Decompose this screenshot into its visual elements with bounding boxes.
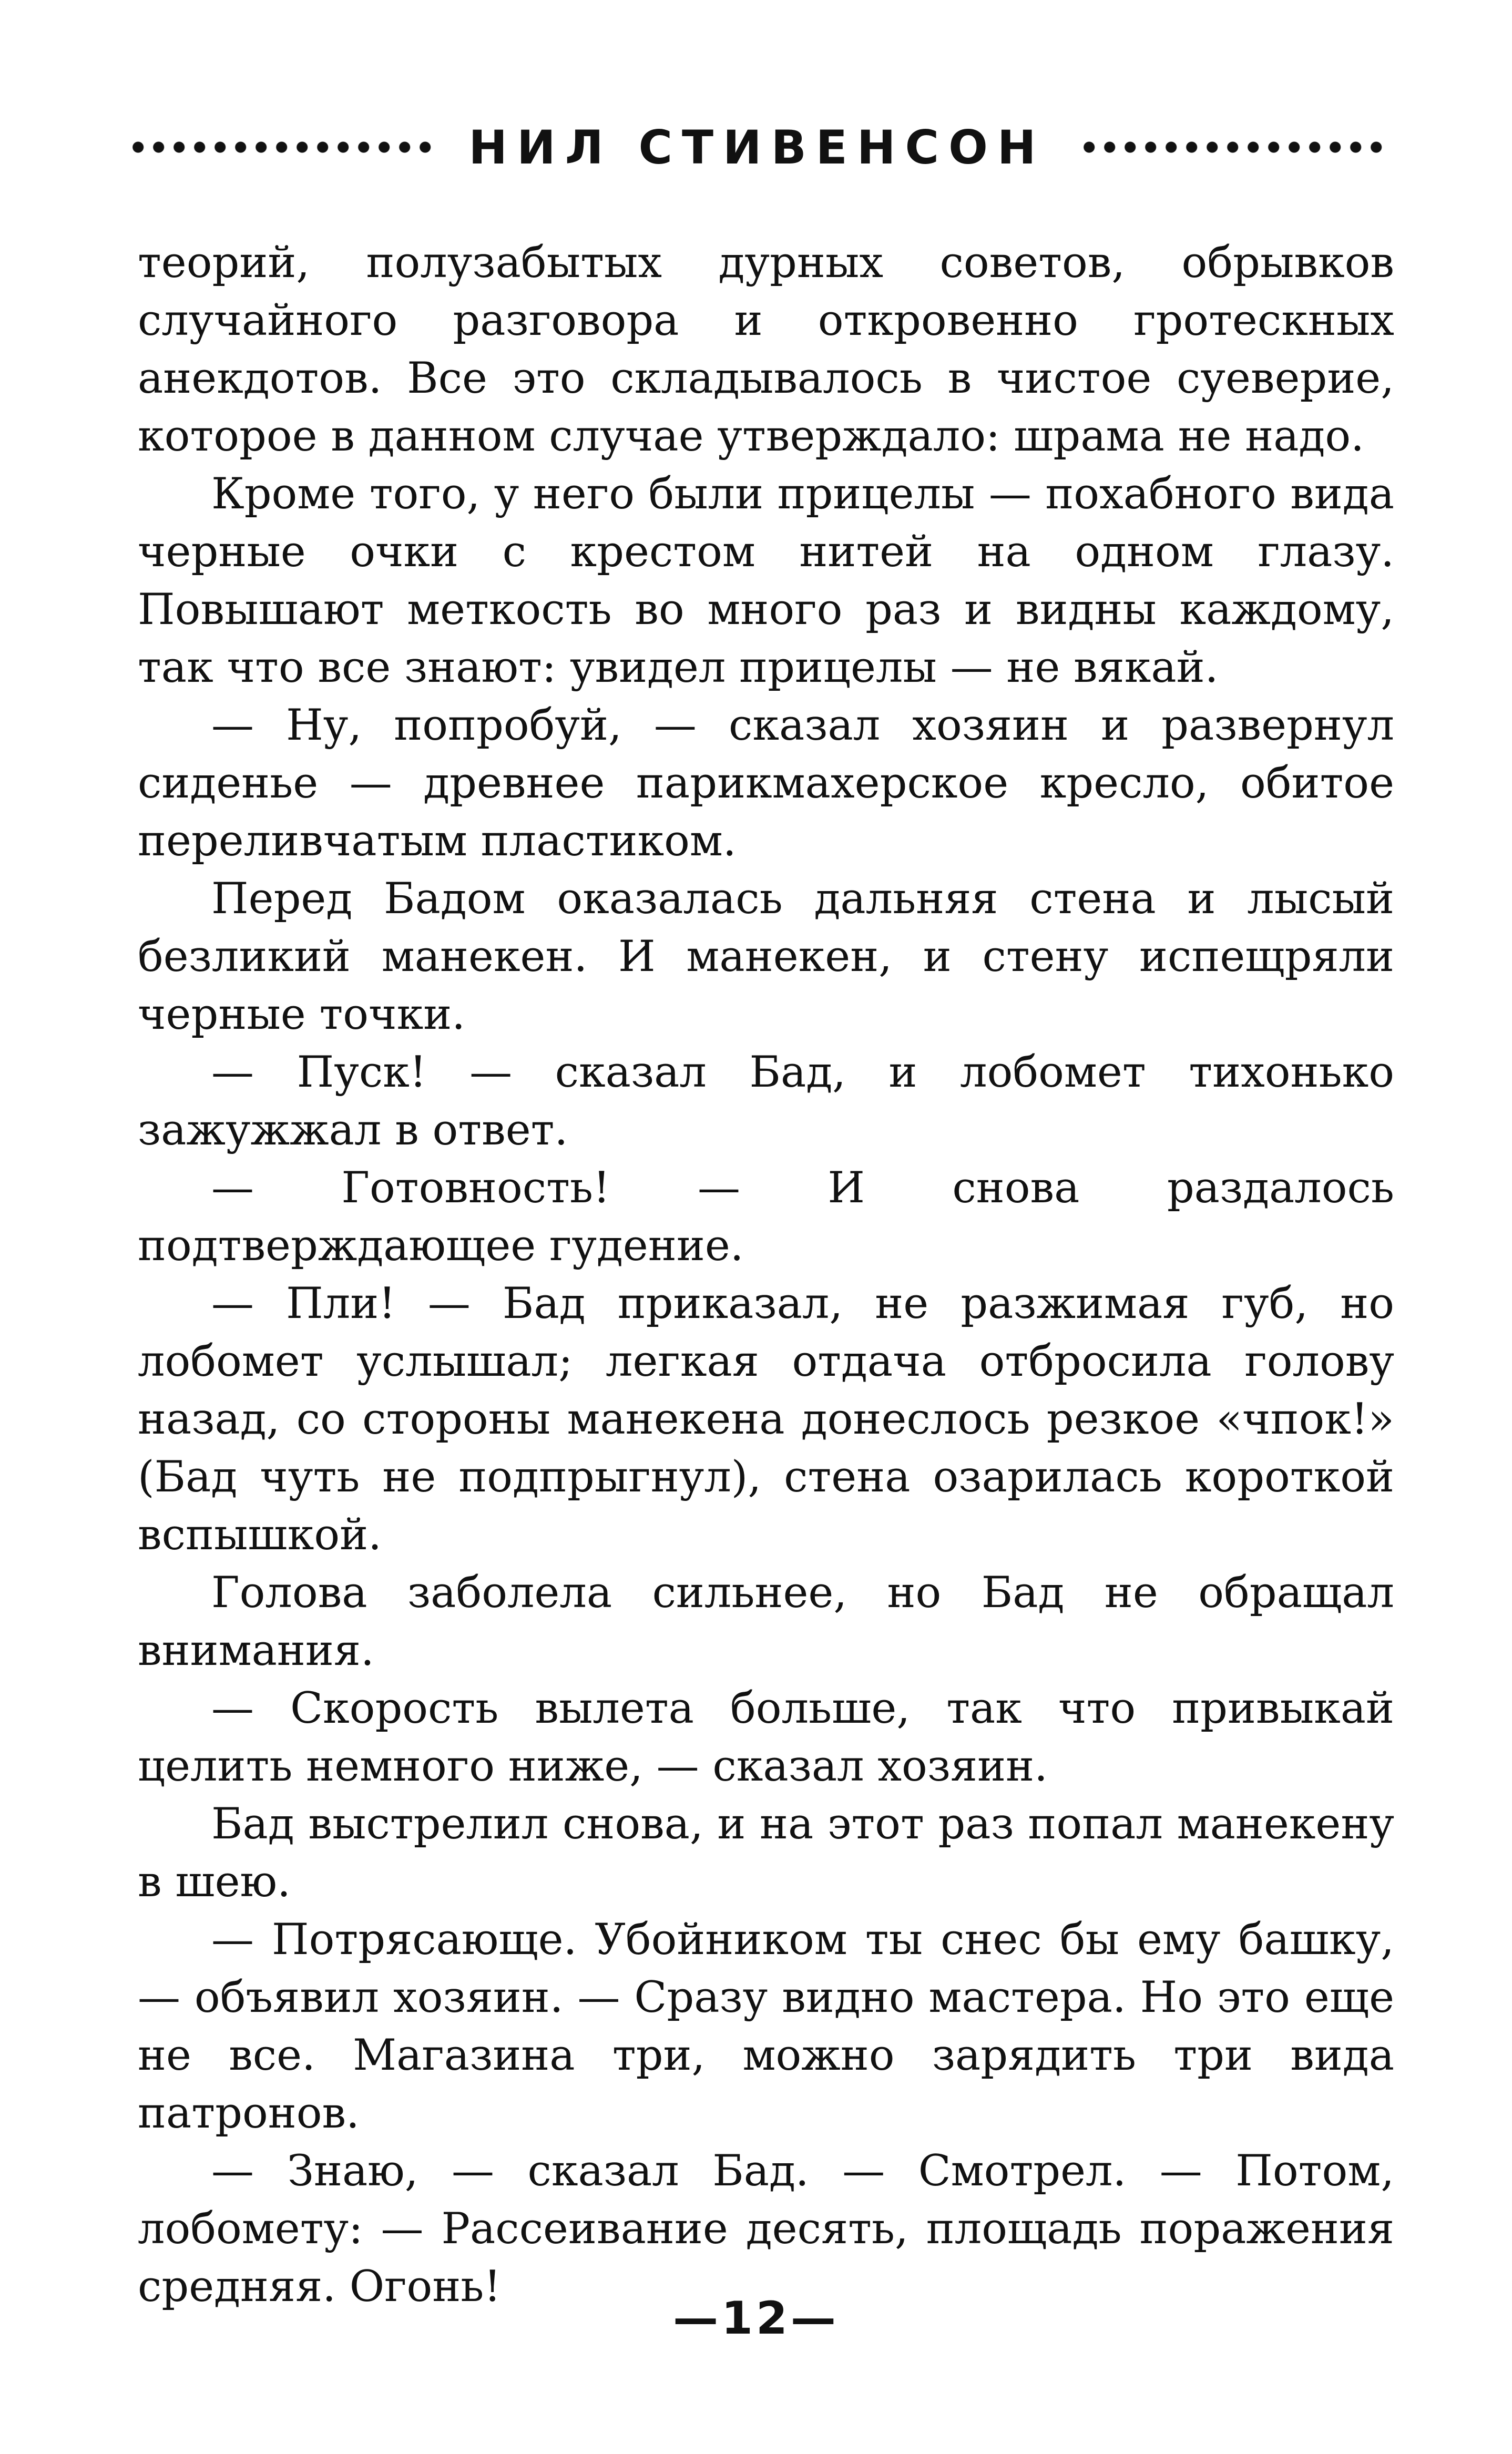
paragraph: — Пли! — Бад приказал, не разжимая губ, но лобомет услышал; легкая отдача отбросила голову назад, со стороны манекена донеслось резкое «чпок!» (Бад чуть не подпрыгнул), стена озарилась короткой вспышкой. (138, 1279, 1394, 1560)
paragraph: — Ну, попробуй, — сказал хозяин и развернул сиденье — древнее парикмахерское кресло, обитое переливчатым пластиком. (138, 701, 1394, 866)
paragraph: — Скорость вылета больше, так что привыкай целить немного ниже, — сказал хозяин. (138, 1684, 1394, 1791)
paragraph: Голова заболела сильнее, но Бад не обращал внимания. (138, 1568, 1394, 1675)
paragraph: Перед Бадом оказалась дальняя стена и лысый безликий манекен. И манекен, и стену испещряли черные точки. (138, 874, 1394, 1039)
paragraph: Бад выстрелил снова, и на этот раз попал манекену в шею. (138, 1799, 1394, 1907)
paragraph: — Знаю, — сказал Бад. — Смотрел. — Потом, лобомету: — Рассеивание десять, площадь поражения средняя. Огонь! (138, 2146, 1394, 2312)
author-name-header: НИЛ СТИВЕНСОН (468, 120, 1046, 175)
paragraph: — Готовность! — И снова раздалось подтверждающее гудение. (138, 1163, 1394, 1271)
page-number: —12— (673, 2292, 839, 2345)
paragraph: — Пуск! — сказал Бад, и лобомет тихонько зажужжал в ответ. (138, 1048, 1394, 1155)
dot-leader-right (1077, 141, 1388, 154)
paragraph: теорий, полузабытых дурных советов, обрывков случайного разговора и откровенно гротескных анекдотов. Все это складывалось в чистое суеверие, которое в данном случае утверждало: шрама не надо. (138, 238, 1394, 461)
body-text (138, 234, 1394, 2316)
paragraph: — Потрясающе. Убойником ты снес бы ему башку, — объявил хозяин. — Сразу видно мастера. Но это еще не все. Магазина три, можно зарядить три вида патронов. (138, 1915, 1394, 2138)
paragraph: Кроме того, у него были прицелы — похабного вида черные очки с крестом нитей на одном глазу. Повышают меткость во много раз и видны каждому, так что все знают: увидел прицелы — не вякай. (138, 469, 1394, 692)
running-head (126, 118, 1388, 176)
dot-leader-left (126, 141, 437, 154)
